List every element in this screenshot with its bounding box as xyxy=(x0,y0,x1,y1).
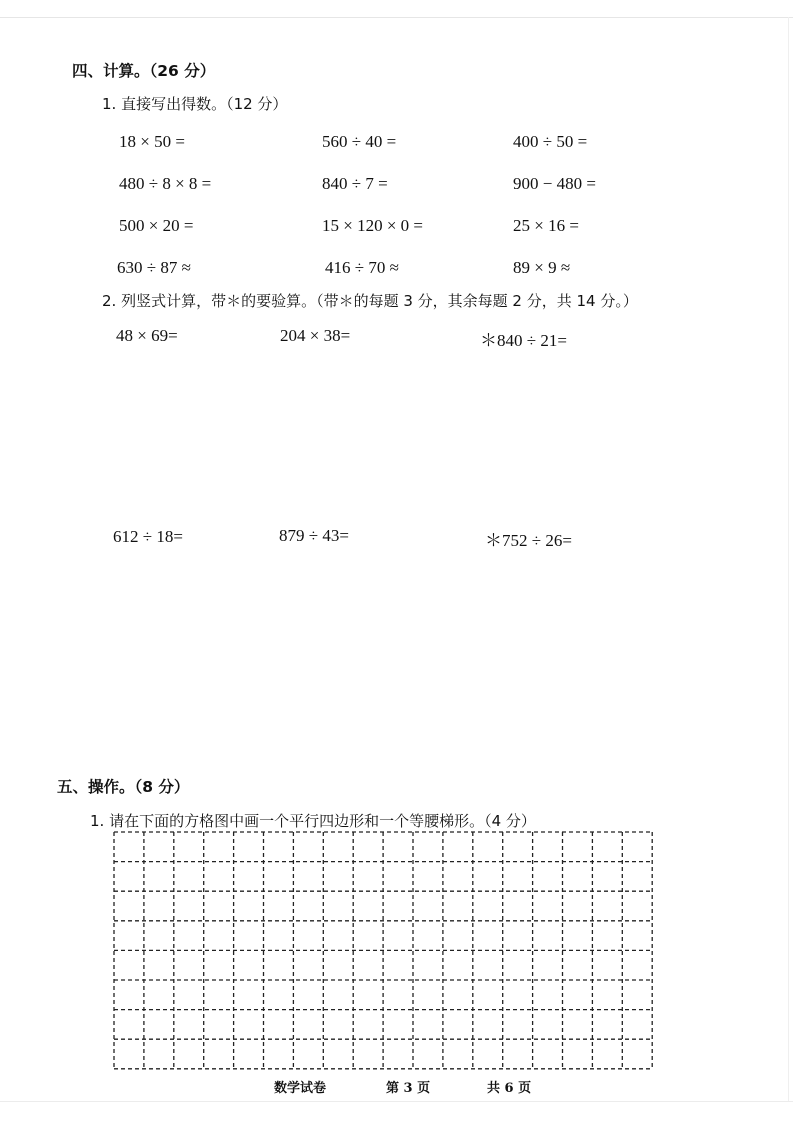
written-calc-item: ＊752 ÷ 26= xyxy=(485,531,572,550)
mental-calc-item: 840 ÷ 7 = xyxy=(322,174,388,193)
mental-calc-item: 630 ÷ 87 ≈ xyxy=(117,258,191,277)
written-calc-item: 612 ÷ 18= xyxy=(113,527,183,546)
section-5-title: 五、操作。（8 分） xyxy=(57,778,190,796)
question-2-title: 2. 列竖式计算，带＊的要验算。（带＊的每题 3 分，其余每题 2 分，共 14 分。） xyxy=(102,292,638,310)
written-calc-item: 879 ÷ 43= xyxy=(279,526,349,545)
mental-calc-item: 416 ÷ 70 ≈ xyxy=(325,258,399,277)
written-calc-item: 48 × 69= xyxy=(116,326,178,345)
mental-calc-item: 900 − 480 = xyxy=(513,174,596,193)
section-4-title: 四、计算。（26 分） xyxy=(72,62,216,80)
mental-calc-item: 560 ÷ 40 = xyxy=(322,132,397,151)
footer-total-pages: 共 6 页 xyxy=(487,1081,532,1096)
mental-calc-item: 15 × 120 × 0 = xyxy=(322,216,424,235)
written-calc-item: ＊840 ÷ 21= xyxy=(480,331,567,350)
written-calc-item: 204 × 38= xyxy=(280,326,351,345)
mental-calc-item: 25 × 16 = xyxy=(513,216,579,235)
footer-page-number: 第 3 页 xyxy=(386,1081,431,1096)
mental-calc-item: 89 × 9 ≈ xyxy=(513,258,571,277)
mental-calc-item: 480 ÷ 8 × 8 = xyxy=(119,174,212,193)
question-1-title: 1. 直接写出得数。（12 分） xyxy=(102,95,288,113)
footer-subject: 数学试卷 xyxy=(274,1081,327,1096)
mental-calc-item: 400 ÷ 50 = xyxy=(513,132,588,151)
operation-question-1-title: 1. 请在下面的方格图中画一个平行四边形和一个等腰梯形。（4 分） xyxy=(90,812,536,830)
mental-calc-item: 18 × 50 = xyxy=(119,132,185,151)
mental-calc-item: 500 × 20 = xyxy=(119,216,194,235)
